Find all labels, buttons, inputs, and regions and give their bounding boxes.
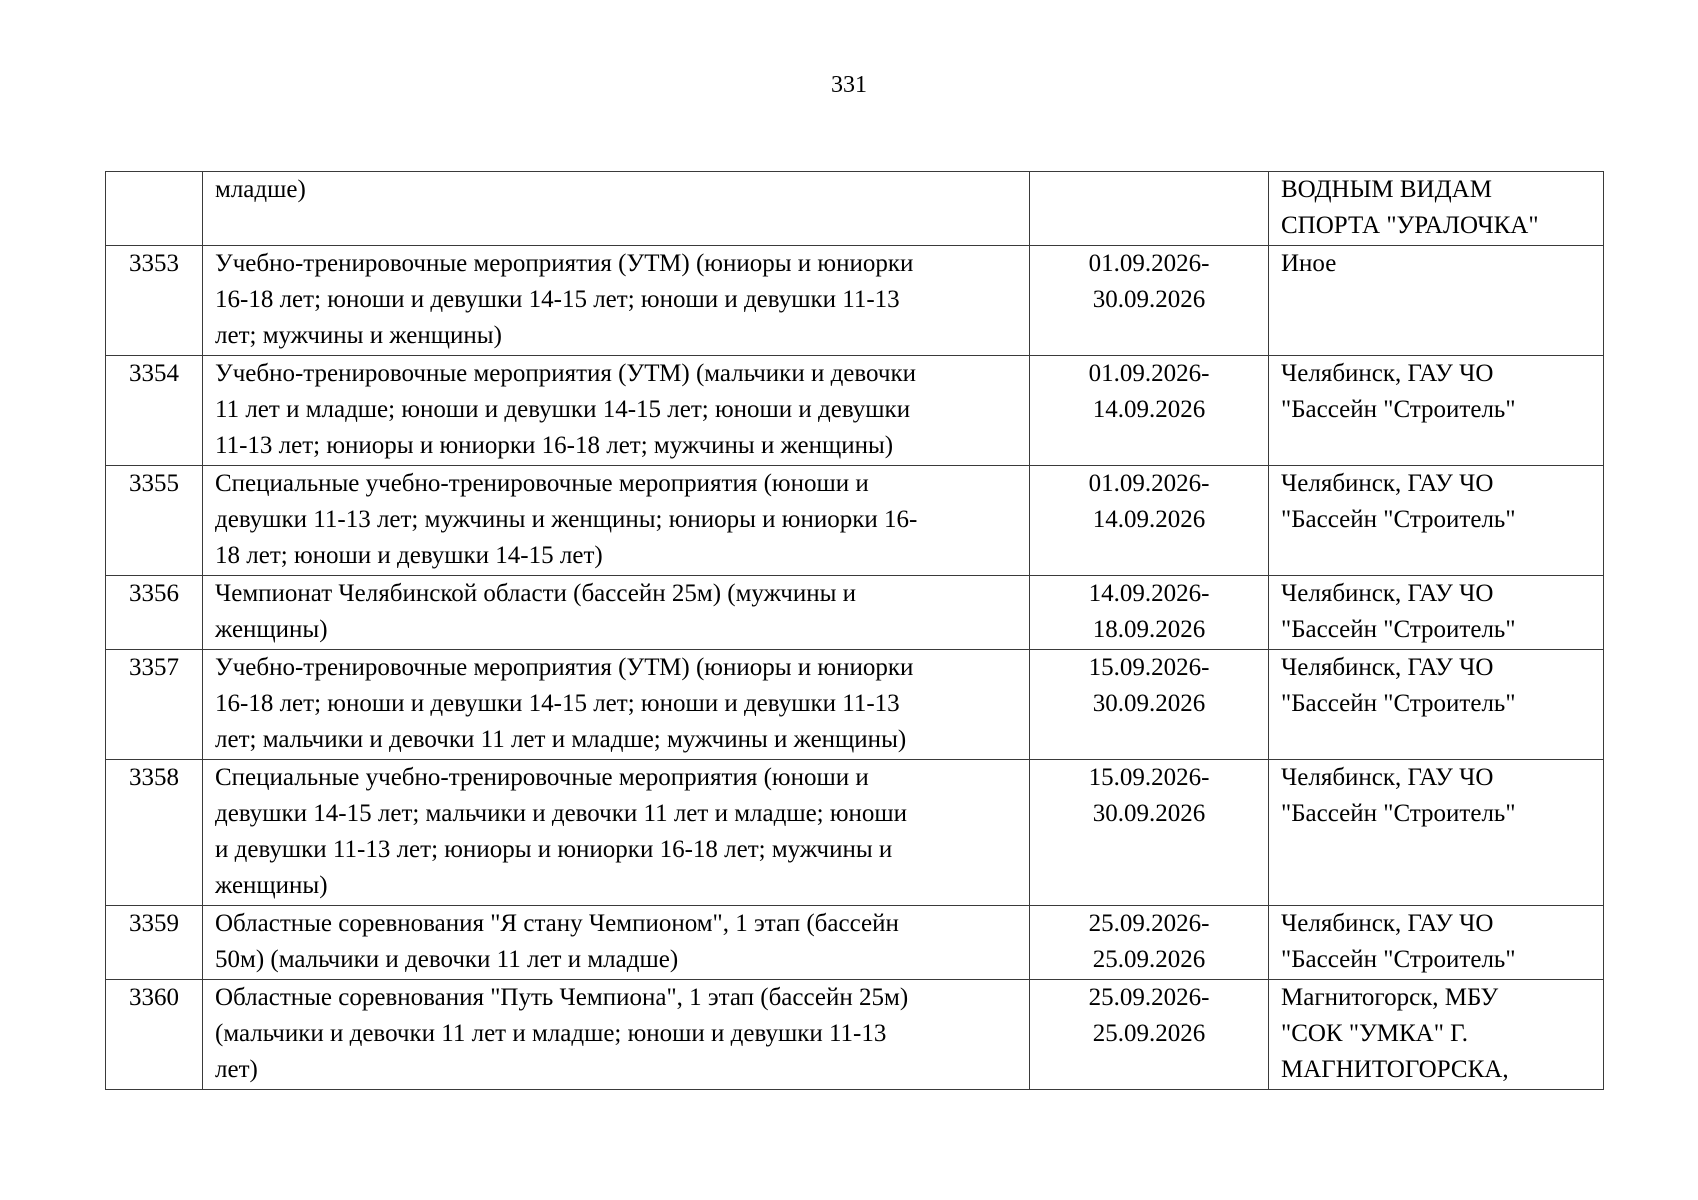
event-dates-cell-line: 01.09.2026-: [1088, 250, 1210, 277]
row-number-cell: [106, 172, 203, 246]
event-dates-cell-line: 30.09.2026: [1092, 286, 1206, 313]
event-dates-cell-line: 25.09.2026-: [1088, 910, 1210, 937]
event-name-cell-line: Специальные учебно-тренировочные мероприятия (юноши и: [215, 470, 869, 497]
event-place-cell: [1269, 576, 1604, 650]
event-dates-cell-line: 18.09.2026: [1092, 616, 1206, 643]
events-table-body: [106, 172, 1604, 1090]
event-name-cell: [203, 650, 1030, 760]
event-place-cell-line: Челябинск, ГАУ ЧО: [1281, 580, 1494, 607]
event-place-cell-line: МАГНИТОГОРСКА,: [1281, 1056, 1509, 1083]
event-name-cell: [203, 980, 1030, 1090]
event-name-cell-line: младше): [215, 176, 306, 203]
event-name-cell-line: Областные соревнования "Я стану Чемпионом", 1 этап (бассейн: [215, 910, 899, 937]
event-name-cell: [203, 246, 1030, 356]
event-name-cell-line: женщины): [215, 616, 328, 643]
event-name-cell-line: (мальчики и девочки 11 лет и младше; юноши и девушки 11-13: [215, 1020, 887, 1047]
row-number-cell: 3358: [106, 760, 203, 906]
event-dates-cell: [1030, 356, 1269, 466]
event-place-cell: [1269, 760, 1604, 906]
event-place-cell: [1269, 980, 1604, 1090]
event-dates-cell: [1030, 246, 1269, 356]
event-place-cell-line: Челябинск, ГАУ ЧО: [1281, 654, 1494, 681]
event-place-cell: [1269, 466, 1604, 576]
event-name-cell-line: 16-18 лет; юноши и девушки 14-15 лет; юноши и девушки 11-13: [215, 690, 900, 717]
event-place-cell: [1269, 172, 1604, 246]
row-number-cell: 3354: [106, 356, 203, 466]
event-name-cell-line: Учебно-тренировочные мероприятия (УТМ) (мальчики и девочки: [215, 360, 916, 387]
event-place-cell-line: "Бассейн "Строитель": [1281, 946, 1516, 973]
event-name-cell: [203, 906, 1030, 980]
event-name-cell-line: Специальные учебно-тренировочные мероприятия (юноши и: [215, 764, 869, 791]
event-name-cell-line: Учебно-тренировочные мероприятия (УТМ) (юниоры и юниорки: [215, 654, 914, 681]
event-place-cell: [1269, 246, 1604, 356]
row-number-cell: 3359: [106, 906, 203, 980]
event-name-cell-line: Учебно-тренировочные мероприятия (УТМ) (юниоры и юниорки: [215, 250, 914, 277]
event-dates-cell-line: 15.09.2026-: [1088, 764, 1210, 791]
event-place-cell-line: Челябинск, ГАУ ЧО: [1281, 470, 1494, 497]
event-place-cell-line: Челябинск, ГАУ ЧО: [1281, 764, 1494, 791]
row-number-cell: 3360: [106, 980, 203, 1090]
event-place-cell-line: ВОДНЫМ ВИДАМ: [1281, 176, 1492, 203]
event-name-cell: [203, 172, 1030, 246]
event-name-cell: [203, 576, 1030, 650]
event-name-cell-line: лет): [215, 1056, 258, 1083]
event-place-cell-line: Иное: [1281, 250, 1337, 277]
event-place-cell: [1269, 356, 1604, 466]
event-place-cell-line: "Бассейн "Строитель": [1281, 800, 1516, 827]
event-name-cell-line: лет; мужчины и женщины): [215, 322, 502, 349]
event-dates-cell-line: 14.09.2026-: [1088, 580, 1210, 607]
event-place-cell: [1269, 906, 1604, 980]
event-dates-cell: [1030, 906, 1269, 980]
event-place-cell-line: "Бассейн "Строитель": [1281, 506, 1516, 533]
event-place-cell-line: Магнитогорск, МБУ: [1281, 984, 1499, 1011]
event-name-cell: [203, 466, 1030, 576]
page-number: 331: [831, 72, 867, 98]
table-row: [106, 650, 1604, 760]
row-number-cell: 3353: [106, 246, 203, 356]
row-number-cell: 3355: [106, 466, 203, 576]
event-place-cell-line: Челябинск, ГАУ ЧО: [1281, 910, 1494, 937]
event-dates-cell-line: 25.09.2026-: [1088, 984, 1210, 1011]
table-row: [106, 980, 1604, 1090]
event-dates-cell: [1030, 760, 1269, 906]
event-name-cell-line: 18 лет; юноши и девушки 14-15 лет): [215, 542, 603, 569]
event-dates-cell-line: 14.09.2026: [1092, 506, 1206, 533]
event-name-cell-line: девушки 14-15 лет; мальчики и девочки 11 лет и младше; юноши: [215, 800, 908, 827]
event-dates-cell: [1030, 172, 1269, 246]
event-name-cell: [203, 760, 1030, 906]
table-row: [106, 576, 1604, 650]
event-place-cell-line: "СОК "УМКА" Г.: [1281, 1020, 1469, 1047]
event-dates-cell-line: 15.09.2026-: [1088, 654, 1210, 681]
row-number-cell: 3356: [106, 576, 203, 650]
event-dates-cell-line: 14.09.2026: [1092, 396, 1206, 423]
event-place-cell: [1269, 650, 1604, 760]
event-name-cell-line: Чемпионат Челябинской области (бассейн 25м) (мужчины и: [215, 580, 857, 607]
event-dates-cell: [1030, 650, 1269, 760]
event-name-cell: [203, 356, 1030, 466]
event-name-cell-line: девушки 11-13 лет; мужчины и женщины; юниоры и юниорки 16-: [215, 506, 918, 533]
event-dates-cell: [1030, 576, 1269, 650]
event-place-cell-line: "Бассейн "Строитель": [1281, 616, 1516, 643]
event-place-cell-line: Челябинск, ГАУ ЧО: [1281, 360, 1494, 387]
event-name-cell-line: 11-13 лет; юниоры и юниорки 16-18 лет; мужчины и женщины): [215, 432, 894, 459]
table-row: [106, 906, 1604, 980]
event-name-cell-line: и девушки 11-13 лет; юниоры и юниорки 16-18 лет; мужчины и: [215, 836, 893, 863]
table-row: [106, 466, 1604, 576]
event-place-cell-line: СПОРТА "УРАЛОЧКА": [1281, 212, 1539, 239]
event-name-cell-line: 16-18 лет; юноши и девушки 14-15 лет; юноши и девушки 11-13: [215, 286, 900, 313]
event-dates-cell-line: 30.09.2026: [1092, 800, 1206, 827]
event-dates-cell: [1030, 980, 1269, 1090]
table-row: [106, 760, 1604, 906]
event-name-cell-line: 11 лет и младше; юноши и девушки 14-15 лет; юноши и девушки: [215, 396, 911, 423]
event-name-cell-line: лет; мальчики и девочки 11 лет и младше; мужчины и женщины): [215, 726, 907, 753]
table-row: [106, 172, 1604, 246]
event-dates-cell-line: 01.09.2026-: [1088, 470, 1210, 497]
event-dates-cell-line: 25.09.2026: [1092, 946, 1206, 973]
event-place-cell-line: "Бассейн "Строитель": [1281, 396, 1516, 423]
event-name-cell-line: женщины): [215, 872, 328, 899]
event-name-cell-line: Областные соревнования "Путь Чемпиона", 1 этап (бассейн 25м): [215, 984, 909, 1011]
table-row: [106, 246, 1604, 356]
event-dates-cell-line: 30.09.2026: [1092, 690, 1206, 717]
event-dates-cell: [1030, 466, 1269, 576]
event-dates-cell-line: 25.09.2026: [1092, 1020, 1206, 1047]
events-table: [105, 171, 1604, 1090]
event-place-cell-line: "Бассейн "Строитель": [1281, 690, 1516, 717]
event-name-cell-line: 50м) (мальчики и девочки 11 лет и младше): [215, 946, 679, 973]
row-number-cell: 3357: [106, 650, 203, 760]
table-row: [106, 356, 1604, 466]
event-dates-cell-line: 01.09.2026-: [1088, 360, 1210, 387]
